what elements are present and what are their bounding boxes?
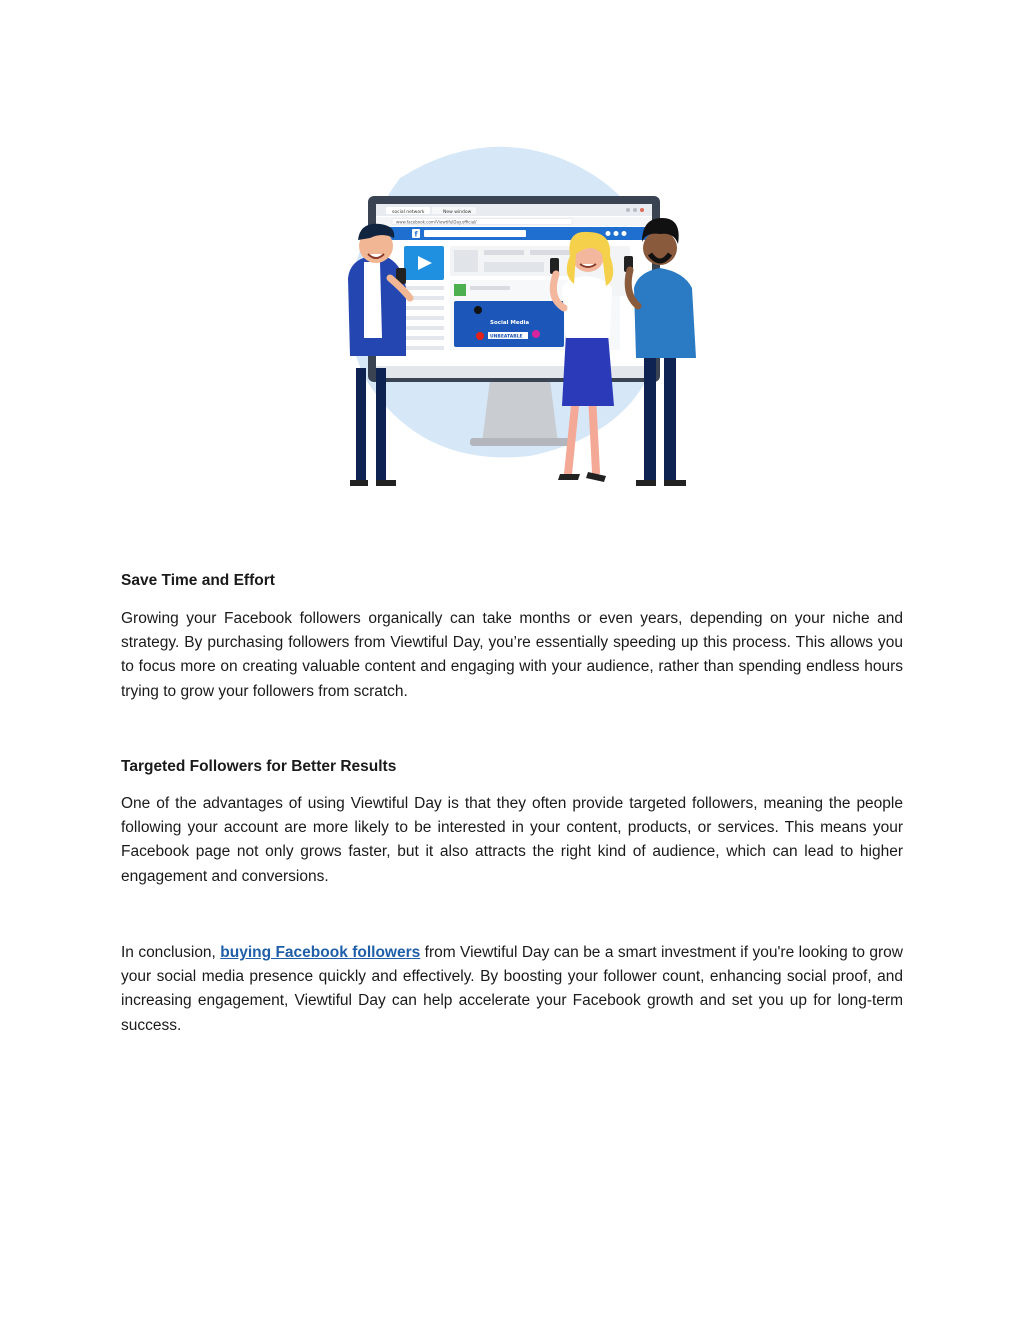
ad-badge: UNBEATABLE — [490, 334, 523, 340]
conclusion-text-after: from Viewtiful Day can be a smart investment if you're looking to grow your social media presence quickly and effectively. By boosting your follower count, enhancing social proof, and increasing engagement, Viewtiful Day can help accelerate your Facebook growth and set you up for long-term success. — [121, 944, 903, 1034]
section-heading-save-time: Save Time and Effort — [121, 572, 275, 589]
section-body-targeted-followers: One of the advantages of using Viewtiful Day is that they often provide targeted followers, meaning the people following your account are more likely to be interested in your content, products, or services. This means your Facebook page not only grows faster, but it also attracts the right kind of audience, which can lead to higher engagement and conversions. — [121, 795, 903, 885]
browser-tab-2: New window — [443, 210, 472, 215]
browser-tab-1: social network — [392, 210, 425, 215]
conclusion-text-before: In conclusion, — [121, 944, 221, 961]
section-body-save-time: Growing your Facebook followers organically can take months or even years, depending on your niche and strategy. By purchasing followers from Viewtiful Day, you’re essentially speeding up this process. This allows you to focus more on creating valuable content and engaging with your audience, rather than spending endless hours trying to grow your followers from scratch. — [121, 610, 903, 700]
section-heading-targeted-followers: Targeted Followers for Better Results — [121, 758, 397, 775]
monitor-stand — [482, 380, 558, 443]
svg-text:f: f — [414, 230, 418, 239]
conclusion-paragraph — [121, 941, 903, 1038]
facebook-growth-illustration — [330, 138, 710, 490]
buying-facebook-followers-link[interactable]: buying Facebook followers — [220, 944, 421, 961]
ad-text: Social Media — [490, 320, 530, 326]
browser-url: www.facebook.com/ViewtifulDay.official/ — [396, 219, 477, 225]
